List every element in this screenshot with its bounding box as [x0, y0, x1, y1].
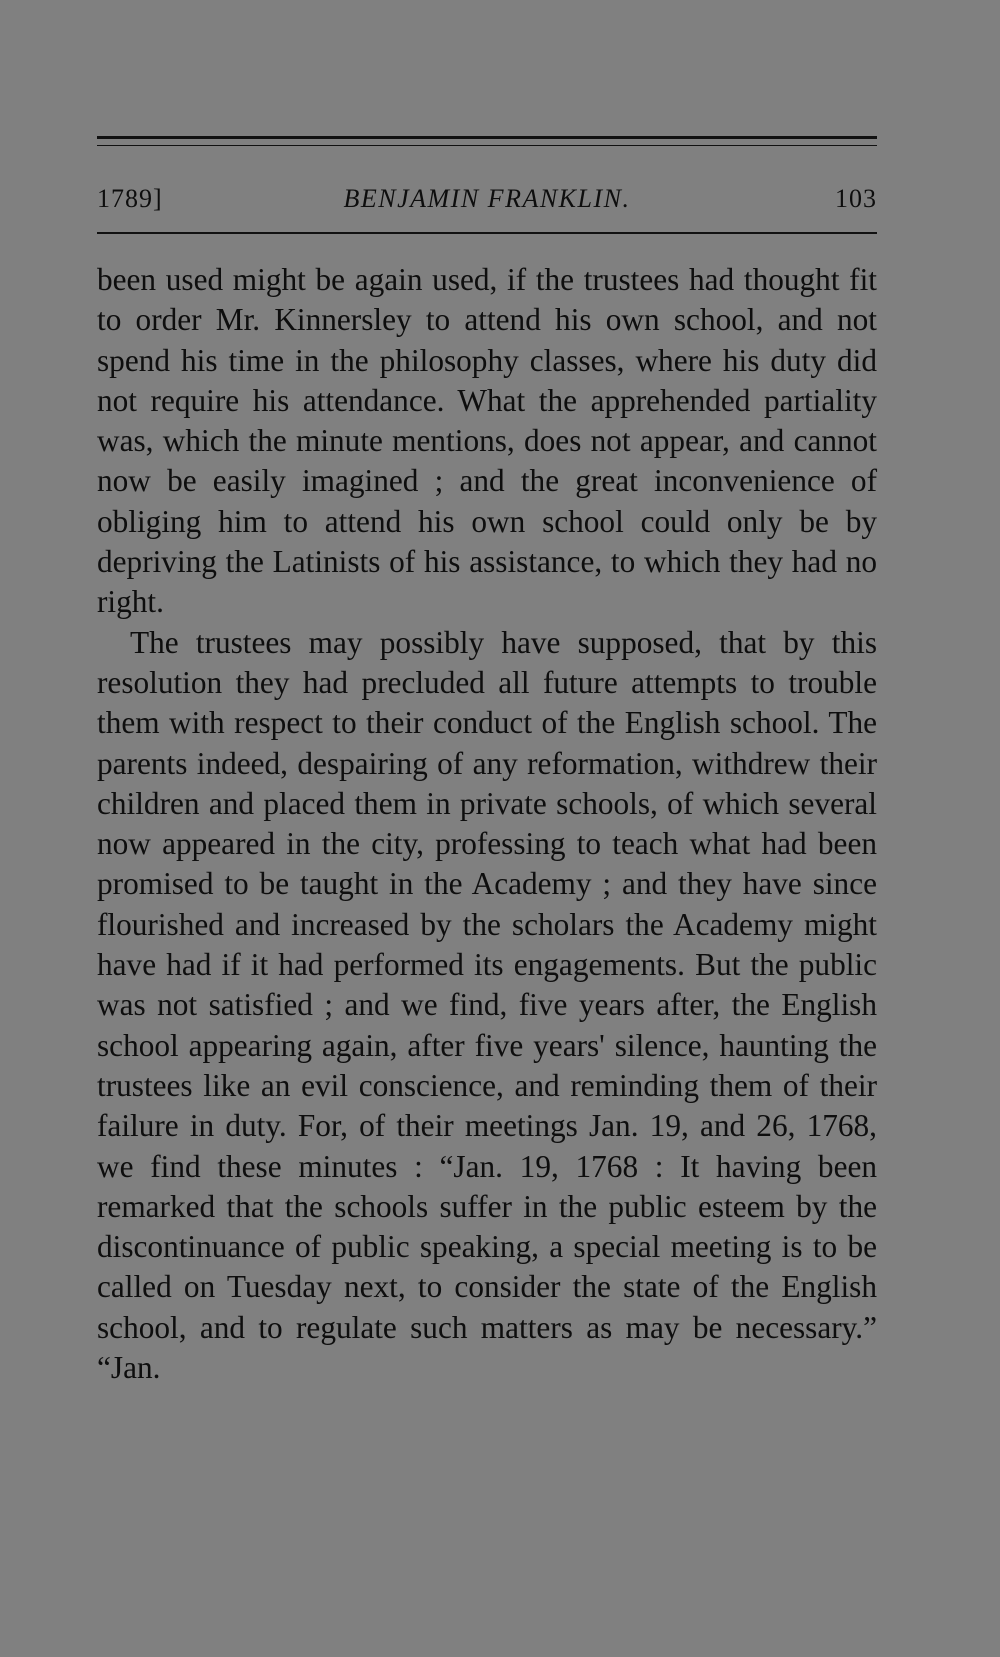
- book-page: [97, 136, 877, 1388]
- paragraph: The trustees may possibly have supposed, that by this resolution they had precluded all future attempts to trouble them with respect to their conduct of the English school. The parents indeed, despairing of any reformation, withdrew their children and placed them in private schools, of which several now appeared in the city, professing to teach what had been promised to be taught in the Academy ; and they have since flourished and increased by the scholars the Academy might have had if it had performed its engagements. But the public was not satisfied ; and we find, five years after, the English school appearing again, after five years' silence, haunting the trustees like an evil conscience, and reminding them of their failure in duty. For, of their meetings Jan. 19, and 26, 1768, we find these minutes : “Jan. 19, 1768 : It having been remarked that the schools suffer in the public esteem by the discontinuance of public speaking, a special meeting is to be called on Tuesday next, to consider the state of the English school, and to regulate such matters as may be necessary.” “Jan.: [97, 624, 877, 1386]
- paragraph: been used might be again used, if the trustees had thought fit to order Mr. Kinnersley to attend his own school, and not spend his time in the philosophy classes, where his duty did not require his attendance. What the apprehended partiality was, which the minute mentions, does not appear, and cannot now be easily imagined ; and the great inconvenience of obliging him to attend his own school could only be by depriving the Latinists of his assistance, to which they had no right.: [97, 262, 877, 620]
- running-head-title: BENJAMIN FRANKLIN.: [343, 184, 631, 213]
- body-text: [97, 260, 877, 1388]
- header-rule: [97, 232, 877, 234]
- running-head-year: 1789]: [97, 184, 163, 213]
- page-number: 103: [835, 184, 877, 213]
- top-rule: [97, 136, 877, 139]
- running-head: [97, 146, 877, 213]
